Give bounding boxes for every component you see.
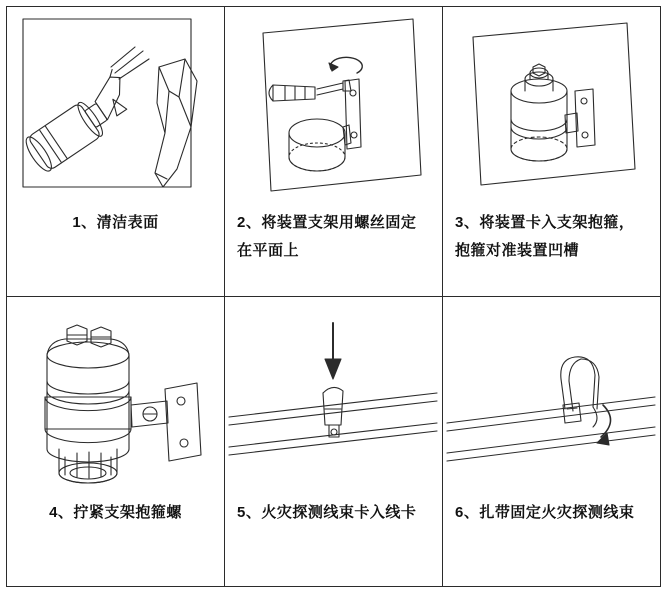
step-caption-text-4: 4、拧紧支架抱箍螺	[49, 504, 182, 521]
tighten-clamp-screw-illustration	[7, 297, 224, 497]
step-caption-4	[7, 497, 224, 586]
step-caption-text-6: 6、扎带固定火灾探测线束	[455, 504, 635, 521]
instruction-grid	[6, 6, 661, 587]
step-caption-6	[443, 497, 660, 586]
step-cell-2	[225, 7, 443, 297]
grid-row-1	[7, 7, 661, 297]
step-caption-1	[7, 207, 224, 296]
step-caption-text-5: 5、火灾探测线束卡入线卡	[237, 504, 417, 521]
step-cell-1	[7, 7, 225, 297]
step-cell-3	[443, 7, 661, 297]
step-caption-text-2: 2、将装置支架用螺丝固定在平面上	[237, 214, 417, 259]
step-caption-text-1: 1、清洁表面	[72, 214, 159, 231]
cable-into-clip-illustration	[225, 297, 442, 497]
grid-row-2	[7, 297, 661, 587]
clean-surface-illustration	[7, 7, 224, 207]
step-caption-text-3: 3、将装置卡入支架抱箍，抱箍对准装置凹槽	[455, 214, 635, 259]
step-cell-6	[443, 297, 661, 587]
zip-tie-fix-cable-illustration	[443, 297, 660, 497]
step-cell-4	[7, 297, 225, 587]
step-caption-5	[225, 497, 442, 586]
step-caption-2	[225, 207, 442, 296]
insert-device-into-clamp-illustration	[443, 7, 660, 207]
step-caption-3	[443, 207, 660, 296]
step-cell-5	[225, 297, 443, 587]
mount-bracket-with-screw-illustration	[225, 7, 442, 207]
